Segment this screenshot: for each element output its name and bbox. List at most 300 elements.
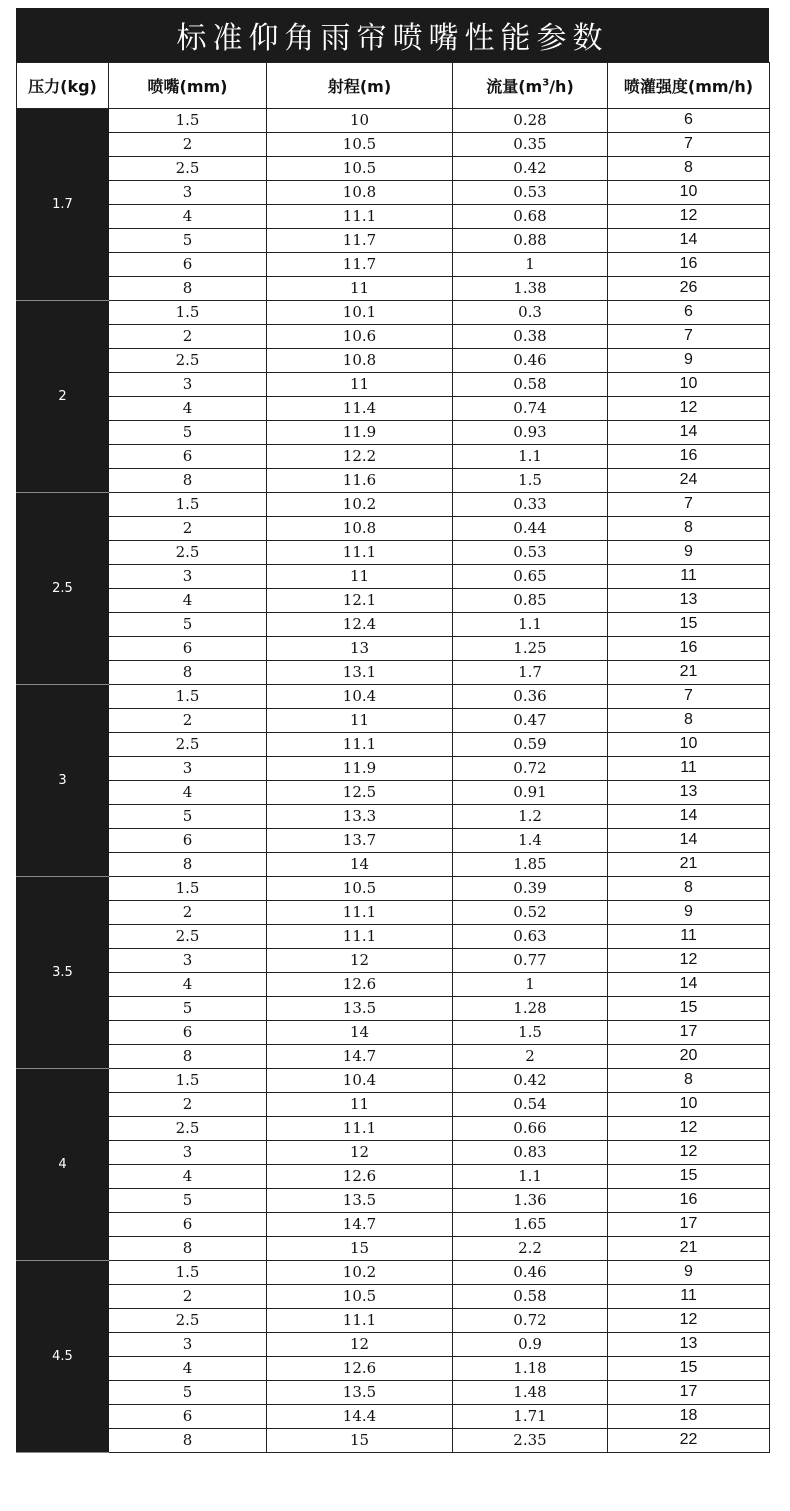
nozzle-cell: 8 (109, 277, 267, 301)
flow-cell: 1 (453, 253, 608, 277)
table-row (17, 853, 770, 877)
table-row (17, 589, 770, 613)
table-row (17, 1285, 770, 1309)
nozzle-cell: 5 (109, 1381, 267, 1405)
intensity-cell: 7 (608, 133, 770, 157)
nozzle-cell: 1.5 (109, 1261, 267, 1285)
spec-sheet (16, 8, 769, 1453)
intensity-cell: 6 (608, 301, 770, 325)
intensity-cell: 17 (608, 1213, 770, 1237)
nozzle-cell: 5 (109, 805, 267, 829)
range-cell: 10.4 (267, 685, 453, 709)
nozzle-cell: 1.5 (109, 1069, 267, 1093)
flow-cell: 0.74 (453, 397, 608, 421)
flow-cell: 1.28 (453, 997, 608, 1021)
nozzle-cell: 4 (109, 205, 267, 229)
nozzle-cell: 8 (109, 1045, 267, 1069)
flow-cell: 0.46 (453, 1261, 608, 1285)
range-cell: 10.2 (267, 493, 453, 517)
intensity-cell: 22 (608, 1429, 770, 1453)
nozzle-cell: 8 (109, 1429, 267, 1453)
table-row (17, 397, 770, 421)
table-row (17, 541, 770, 565)
flow-cell: 2.2 (453, 1237, 608, 1261)
flow-cell: 0.47 (453, 709, 608, 733)
table-row (17, 181, 770, 205)
nozzle-cell: 6 (109, 1405, 267, 1429)
flow-cell: 0.65 (453, 565, 608, 589)
nozzle-cell: 1.5 (109, 493, 267, 517)
pressure-cell: 2 (17, 301, 109, 493)
range-cell: 10.5 (267, 877, 453, 901)
flow-cell: 0.91 (453, 781, 608, 805)
table-row (17, 133, 770, 157)
table-row (17, 949, 770, 973)
flow-cell: 0.36 (453, 685, 608, 709)
intensity-cell: 24 (608, 469, 770, 493)
range-cell: 11.1 (267, 733, 453, 757)
nozzle-cell: 2.5 (109, 1117, 267, 1141)
range-cell: 11.1 (267, 1117, 453, 1141)
range-cell: 11.9 (267, 421, 453, 445)
intensity-cell: 6 (608, 109, 770, 133)
nozzle-cell: 2 (109, 325, 267, 349)
range-cell: 10.5 (267, 1285, 453, 1309)
table-row (17, 1141, 770, 1165)
flow-cell: 0.38 (453, 325, 608, 349)
nozzle-cell: 4 (109, 589, 267, 613)
table-row (17, 301, 770, 325)
nozzle-cell: 3 (109, 1141, 267, 1165)
intensity-cell: 14 (608, 421, 770, 445)
nozzle-cell: 4 (109, 397, 267, 421)
flow-cell: 1.71 (453, 1405, 608, 1429)
nozzle-cell: 4 (109, 1165, 267, 1189)
flow-cell: 1.5 (453, 1021, 608, 1045)
intensity-cell: 16 (608, 637, 770, 661)
table-row (17, 1429, 770, 1453)
flow-cell: 0.9 (453, 1333, 608, 1357)
intensity-cell: 7 (608, 685, 770, 709)
table-row (17, 805, 770, 829)
range-cell: 14 (267, 1021, 453, 1045)
nozzle-cell: 3 (109, 757, 267, 781)
header-flow-superscript: 3 (542, 77, 550, 89)
pressure-cell: 1.7 (17, 109, 109, 301)
range-cell: 12 (267, 1141, 453, 1165)
intensity-cell: 16 (608, 253, 770, 277)
intensity-cell: 11 (608, 925, 770, 949)
table-row (17, 829, 770, 853)
range-cell: 10.4 (267, 1069, 453, 1093)
intensity-cell: 12 (608, 1141, 770, 1165)
nozzle-cell: 3 (109, 1333, 267, 1357)
table-row (17, 613, 770, 637)
table-row (17, 877, 770, 901)
header-flow (453, 63, 608, 109)
intensity-cell: 12 (608, 1117, 770, 1141)
nozzle-cell: 2 (109, 1285, 267, 1309)
intensity-cell: 16 (608, 445, 770, 469)
range-cell: 13.5 (267, 1189, 453, 1213)
intensity-cell: 15 (608, 1357, 770, 1381)
range-cell: 10.8 (267, 181, 453, 205)
intensity-cell: 10 (608, 1093, 770, 1117)
table-row (17, 1237, 770, 1261)
nozzle-cell: 8 (109, 469, 267, 493)
nozzle-cell: 8 (109, 1237, 267, 1261)
nozzle-cell: 2 (109, 1093, 267, 1117)
table-row (17, 1261, 770, 1285)
flow-cell: 0.85 (453, 589, 608, 613)
table-row (17, 565, 770, 589)
intensity-cell: 12 (608, 205, 770, 229)
flow-cell: 1.1 (453, 445, 608, 469)
table-row (17, 757, 770, 781)
flow-cell: 0.63 (453, 925, 608, 949)
nozzle-cell: 2.5 (109, 925, 267, 949)
intensity-cell: 7 (608, 493, 770, 517)
nozzle-cell: 6 (109, 253, 267, 277)
intensity-cell: 9 (608, 1261, 770, 1285)
nozzle-cell: 5 (109, 229, 267, 253)
flow-cell: 1.4 (453, 829, 608, 853)
range-cell: 14.7 (267, 1045, 453, 1069)
range-cell: 11 (267, 1093, 453, 1117)
intensity-cell: 15 (608, 613, 770, 637)
intensity-cell: 9 (608, 901, 770, 925)
header-row (17, 63, 770, 109)
table-row (17, 1357, 770, 1381)
table-row (17, 733, 770, 757)
nozzle-cell: 2 (109, 709, 267, 733)
range-cell: 10 (267, 109, 453, 133)
flow-cell: 0.35 (453, 133, 608, 157)
table-row (17, 781, 770, 805)
table-row (17, 421, 770, 445)
intensity-cell: 14 (608, 973, 770, 997)
nozzle-cell: 2.5 (109, 733, 267, 757)
range-cell: 10.6 (267, 325, 453, 349)
table-row (17, 637, 770, 661)
range-cell: 14.7 (267, 1213, 453, 1237)
range-cell: 11.1 (267, 925, 453, 949)
table-row (17, 1093, 770, 1117)
range-cell: 10.2 (267, 1261, 453, 1285)
nozzle-cell: 1.5 (109, 301, 267, 325)
range-cell: 13.1 (267, 661, 453, 685)
intensity-cell: 21 (608, 853, 770, 877)
pressure-cell: 3 (17, 685, 109, 877)
flow-cell: 0.68 (453, 205, 608, 229)
intensity-cell: 26 (608, 277, 770, 301)
nozzle-cell: 2.5 (109, 541, 267, 565)
nozzle-cell: 3 (109, 949, 267, 973)
range-cell: 12.6 (267, 1357, 453, 1381)
flow-cell: 0.46 (453, 349, 608, 373)
table-row (17, 373, 770, 397)
flow-cell: 1.1 (453, 1165, 608, 1189)
range-cell: 13 (267, 637, 453, 661)
flow-cell: 0.58 (453, 1285, 608, 1309)
nozzle-cell: 3 (109, 373, 267, 397)
range-cell: 13.5 (267, 997, 453, 1021)
flow-cell: 1.65 (453, 1213, 608, 1237)
table-row (17, 157, 770, 181)
range-cell: 10.5 (267, 133, 453, 157)
intensity-cell: 9 (608, 541, 770, 565)
table-row (17, 349, 770, 373)
intensity-cell: 13 (608, 1333, 770, 1357)
table-row (17, 109, 770, 133)
page-title: 标准仰角雨帘喷嘴性能参数 (16, 8, 769, 62)
range-cell: 11.1 (267, 1309, 453, 1333)
range-cell: 12.6 (267, 973, 453, 997)
flow-cell: 0.39 (453, 877, 608, 901)
pressure-cell: 4 (17, 1069, 109, 1261)
flow-cell: 0.44 (453, 517, 608, 541)
range-cell: 12.6 (267, 1165, 453, 1189)
flow-cell: 0.59 (453, 733, 608, 757)
range-cell: 12 (267, 1333, 453, 1357)
table-row (17, 901, 770, 925)
flow-cell: 0.88 (453, 229, 608, 253)
intensity-cell: 11 (608, 757, 770, 781)
intensity-cell: 12 (608, 1309, 770, 1333)
flow-cell: 0.42 (453, 1069, 608, 1093)
intensity-cell: 16 (608, 1189, 770, 1213)
range-cell: 10.8 (267, 517, 453, 541)
nozzle-cell: 5 (109, 1189, 267, 1213)
flow-cell: 0.28 (453, 109, 608, 133)
intensity-cell: 9 (608, 349, 770, 373)
flow-cell: 1.85 (453, 853, 608, 877)
flow-cell: 0.83 (453, 1141, 608, 1165)
intensity-cell: 21 (608, 661, 770, 685)
nozzle-cell: 8 (109, 661, 267, 685)
nozzle-cell: 4 (109, 781, 267, 805)
range-cell: 14.4 (267, 1405, 453, 1429)
range-cell: 11.6 (267, 469, 453, 493)
nozzle-cell: 2 (109, 901, 267, 925)
flow-cell: 0.42 (453, 157, 608, 181)
nozzle-cell: 2 (109, 517, 267, 541)
intensity-cell: 8 (608, 1069, 770, 1093)
nozzle-cell: 4 (109, 1357, 267, 1381)
intensity-cell: 10 (608, 733, 770, 757)
flow-cell: 0.33 (453, 493, 608, 517)
nozzle-cell: 6 (109, 445, 267, 469)
table-row (17, 1189, 770, 1213)
table-row (17, 685, 770, 709)
intensity-cell: 10 (608, 373, 770, 397)
range-cell: 15 (267, 1429, 453, 1453)
table-row (17, 229, 770, 253)
range-cell: 10.5 (267, 157, 453, 181)
range-cell: 14 (267, 853, 453, 877)
intensity-cell: 18 (608, 1405, 770, 1429)
table-row (17, 709, 770, 733)
nozzle-cell: 3 (109, 181, 267, 205)
intensity-cell: 12 (608, 397, 770, 421)
nozzle-cell: 1.5 (109, 877, 267, 901)
flow-cell: 2 (453, 1045, 608, 1069)
flow-cell: 1.7 (453, 661, 608, 685)
intensity-cell: 20 (608, 1045, 770, 1069)
flow-cell: 1.48 (453, 1381, 608, 1405)
nozzle-cell: 2.5 (109, 157, 267, 181)
nozzle-cell: 5 (109, 421, 267, 445)
table-row (17, 1405, 770, 1429)
intensity-cell: 11 (608, 565, 770, 589)
intensity-cell: 15 (608, 1165, 770, 1189)
intensity-cell: 14 (608, 229, 770, 253)
intensity-cell: 17 (608, 1021, 770, 1045)
flow-cell: 1.25 (453, 637, 608, 661)
range-cell: 11.1 (267, 541, 453, 565)
nozzle-cell: 2.5 (109, 1309, 267, 1333)
intensity-cell: 13 (608, 781, 770, 805)
range-cell: 11 (267, 709, 453, 733)
flow-cell: 0.53 (453, 541, 608, 565)
flow-cell: 0.53 (453, 181, 608, 205)
intensity-cell: 8 (608, 709, 770, 733)
table-row (17, 1117, 770, 1141)
table-row (17, 253, 770, 277)
table-row (17, 997, 770, 1021)
range-cell: 13.3 (267, 805, 453, 829)
nozzle-cell: 6 (109, 637, 267, 661)
range-cell: 15 (267, 1237, 453, 1261)
flow-cell: 0.72 (453, 757, 608, 781)
table-row (17, 325, 770, 349)
table-row (17, 469, 770, 493)
table-row (17, 1333, 770, 1357)
table-row (17, 1213, 770, 1237)
nozzle-cell: 1.5 (109, 109, 267, 133)
table-row (17, 493, 770, 517)
intensity-cell: 8 (608, 877, 770, 901)
nozzle-cell: 4 (109, 973, 267, 997)
intensity-cell: 11 (608, 1285, 770, 1309)
flow-cell: 0.3 (453, 301, 608, 325)
range-cell: 11.1 (267, 205, 453, 229)
nozzle-performance-table (16, 62, 770, 1453)
table-row (17, 517, 770, 541)
table-body (17, 109, 770, 1453)
intensity-cell: 12 (608, 949, 770, 973)
intensity-cell: 7 (608, 325, 770, 349)
intensity-cell: 14 (608, 805, 770, 829)
flow-cell: 1.1 (453, 613, 608, 637)
intensity-cell: 15 (608, 997, 770, 1021)
flow-cell: 0.93 (453, 421, 608, 445)
table-row (17, 1165, 770, 1189)
table-row (17, 205, 770, 229)
header-intensity: 喷灌强度(mm/h) (608, 63, 770, 109)
range-cell: 11 (267, 565, 453, 589)
table-row (17, 973, 770, 997)
flow-cell: 0.66 (453, 1117, 608, 1141)
flow-cell: 1.2 (453, 805, 608, 829)
range-cell: 11.9 (267, 757, 453, 781)
table-row (17, 661, 770, 685)
range-cell: 10.1 (267, 301, 453, 325)
range-cell: 12.4 (267, 613, 453, 637)
table-row (17, 925, 770, 949)
range-cell: 11.4 (267, 397, 453, 421)
flow-cell: 0.52 (453, 901, 608, 925)
flow-cell: 0.58 (453, 373, 608, 397)
header-range: 射程(m) (267, 63, 453, 109)
flow-cell: 2.35 (453, 1429, 608, 1453)
range-cell: 13.7 (267, 829, 453, 853)
table-row (17, 1045, 770, 1069)
flow-cell: 0.72 (453, 1309, 608, 1333)
header-flow-prefix: 流量(m (486, 77, 543, 96)
pressure-cell: 4.5 (17, 1261, 109, 1453)
flow-cell: 1 (453, 973, 608, 997)
intensity-cell: 10 (608, 181, 770, 205)
table-row (17, 1021, 770, 1045)
pressure-cell: 2.5 (17, 493, 109, 685)
range-cell: 10.8 (267, 349, 453, 373)
table-row (17, 1309, 770, 1333)
range-cell: 11 (267, 277, 453, 301)
range-cell: 12.1 (267, 589, 453, 613)
table-row (17, 1069, 770, 1093)
range-cell: 12.5 (267, 781, 453, 805)
nozzle-cell: 1.5 (109, 685, 267, 709)
intensity-cell: 8 (608, 157, 770, 181)
nozzle-cell: 2 (109, 133, 267, 157)
flow-cell: 1.36 (453, 1189, 608, 1213)
flow-cell: 0.77 (453, 949, 608, 973)
header-pressure: 压力(kg) (17, 63, 109, 109)
pressure-cell: 3.5 (17, 877, 109, 1069)
nozzle-cell: 2.5 (109, 349, 267, 373)
flow-cell: 1.38 (453, 277, 608, 301)
nozzle-cell: 6 (109, 829, 267, 853)
intensity-cell: 14 (608, 829, 770, 853)
range-cell: 12.2 (267, 445, 453, 469)
nozzle-cell: 8 (109, 853, 267, 877)
intensity-cell: 13 (608, 589, 770, 613)
nozzle-cell: 6 (109, 1213, 267, 1237)
range-cell: 11.1 (267, 901, 453, 925)
range-cell: 11 (267, 373, 453, 397)
header-nozzle: 喷嘴(mm) (109, 63, 267, 109)
flow-cell: 0.54 (453, 1093, 608, 1117)
table-row (17, 1381, 770, 1405)
flow-cell: 1.18 (453, 1357, 608, 1381)
intensity-cell: 8 (608, 517, 770, 541)
nozzle-cell: 5 (109, 997, 267, 1021)
range-cell: 13.5 (267, 1381, 453, 1405)
flow-cell: 1.5 (453, 469, 608, 493)
table-row (17, 445, 770, 469)
range-cell: 12 (267, 949, 453, 973)
range-cell: 11.7 (267, 229, 453, 253)
table-row (17, 277, 770, 301)
intensity-cell: 21 (608, 1237, 770, 1261)
nozzle-cell: 5 (109, 613, 267, 637)
nozzle-cell: 6 (109, 1021, 267, 1045)
nozzle-cell: 3 (109, 565, 267, 589)
range-cell: 11.7 (267, 253, 453, 277)
header-flow-suffix: /h) (549, 77, 574, 96)
intensity-cell: 17 (608, 1381, 770, 1405)
